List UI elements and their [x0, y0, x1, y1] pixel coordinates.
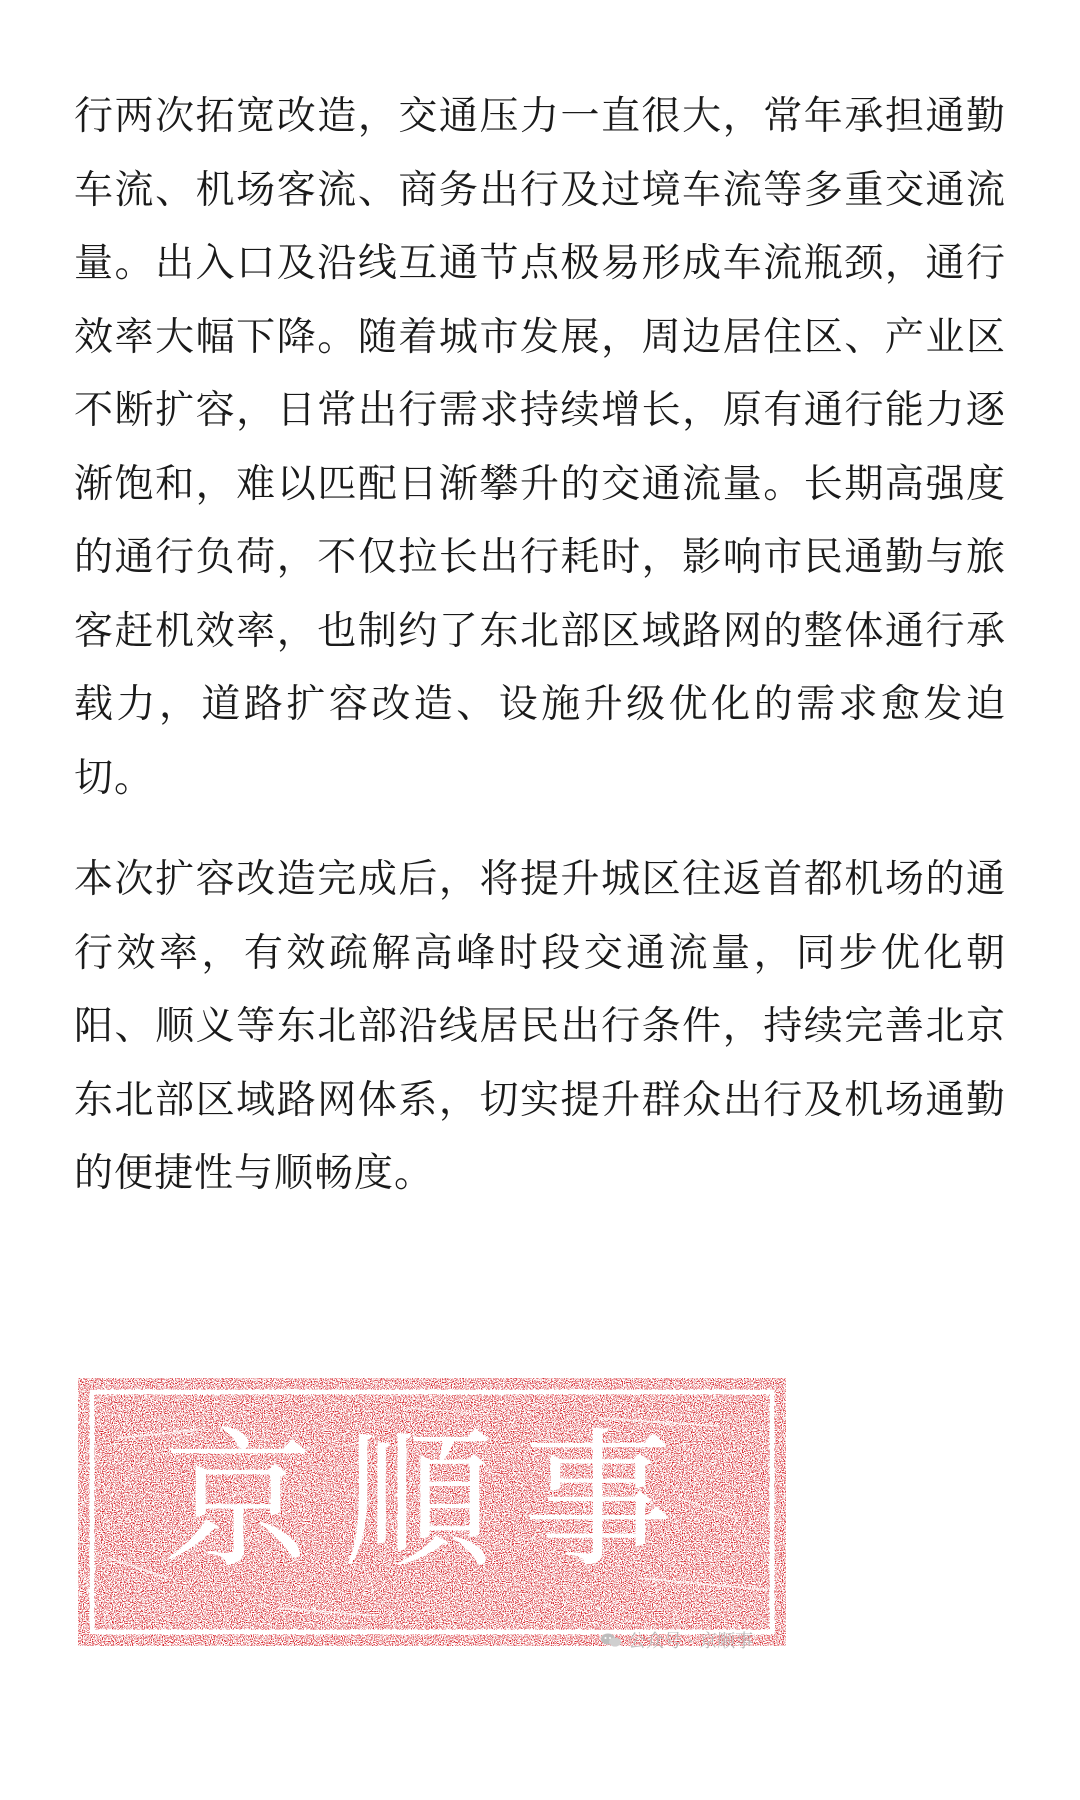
article-body — [74, 80, 1006, 1211]
jingshunshi-seal-logo — [78, 1378, 788, 1648]
source-watermark — [600, 1627, 753, 1653]
wechat-icon — [600, 1632, 622, 1648]
watermark-text: 公众号 · 京顺事 — [628, 1631, 754, 1652]
seal-lettering: 京順事 — [162, 1415, 704, 1589]
paragraph-2: 本次扩容改造完成后，将提升城区往返首都机场的通行效率，有效疏解高峰时段交通流量，同步优化朝阳、顺义等东北部沿线居民出行条件，持续完善北京东北部区域路网体系，切实提升群众出行及机场通勤的便捷性与顺畅度。 — [74, 857, 1006, 1196]
paragraph-1: 行两次拓宽改造，交通压力一直很大，常年承担通勤车流、机场客流、商务出行及过境车流等多重交通流量。出入口及沿线互通节点极易形成车流瓶颈，通行效率大幅下降。随着城市发展，周边居住区、产业区不断扩容，日常出行需求持续增长，原有通行能力逐渐饱和，难以匹配日渐攀升的交通流量。长期高强度的通行负荷，不仅拉长出行耗时，影响市民通勤与旅客赶机效率，也制约了东北部区域路网的整体通行承载力，道路扩容改造、设施升级优化的需求愈发迫切。 — [74, 94, 1006, 801]
